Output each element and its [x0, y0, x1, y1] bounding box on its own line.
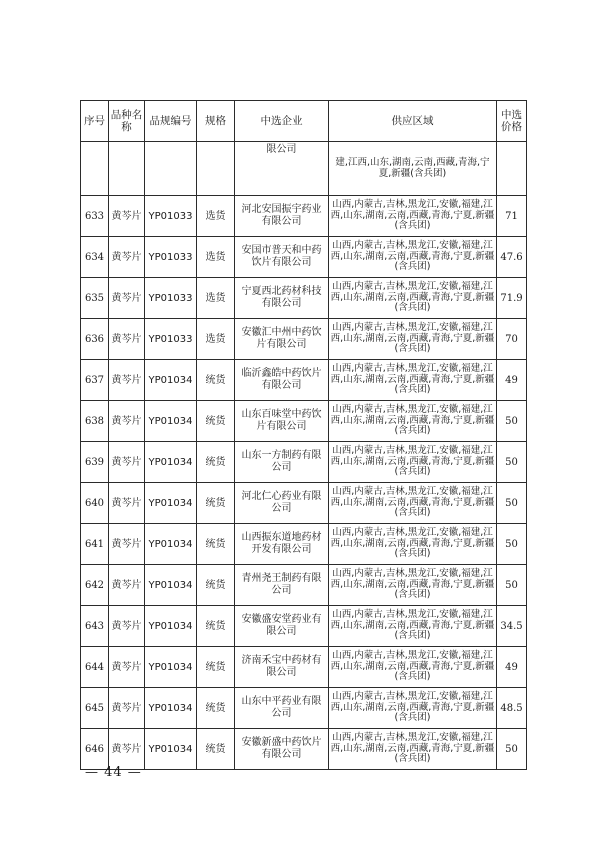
cell-variety: 黄芩片: [109, 524, 145, 565]
cell-area: 山西,内蒙古,吉林,黑龙江,安徽,福建,江西,山东,湖南,云南,西藏,青海,宁夏,新疆(含兵团): [329, 401, 497, 442]
page-number: — 44 —: [85, 765, 142, 780]
cell-price: 34.5: [497, 606, 527, 647]
cell-code: YP01033: [145, 319, 197, 360]
cell-area: 山西,内蒙古,吉林,黑龙江,安徽,福建,江西,山东,湖南,云南,西藏,青海,宁夏,新疆(含兵团): [329, 319, 497, 360]
cell-code: [145, 142, 197, 196]
cell-price: 50: [497, 565, 527, 606]
cell-spec: 统货: [197, 360, 235, 401]
header-row: [81, 101, 527, 142]
cell-no: 636: [81, 319, 109, 360]
table-row: [81, 647, 527, 688]
cell-spec: 统货: [197, 442, 235, 483]
header-no: 序号: [81, 101, 109, 142]
cell-no: 640: [81, 483, 109, 524]
cell-area: 山西,内蒙古,吉林,黑龙江,安徽,福建,江西,山东,湖南,云南,西藏,青海,宁夏,新疆(含兵团): [329, 647, 497, 688]
cell-spec: 统货: [197, 565, 235, 606]
cell-area: 山西,内蒙古,吉林,黑龙江,安徽,福建,江西,山东,湖南,云南,西藏,青海,宁夏,新疆(含兵团): [329, 196, 497, 237]
cell-variety: 黄芩片: [109, 647, 145, 688]
cell-enterprise: 安徽新盛中药饮片有限公司: [235, 729, 329, 770]
cell-variety: 黄芩片: [109, 729, 145, 770]
cell-variety: [109, 142, 145, 196]
cell-area: 山西,内蒙古,吉林,黑龙江,安徽,福建,江西,山东,湖南,云南,西藏,青海,宁夏,新疆(含兵团): [329, 606, 497, 647]
cell-code: YP01034: [145, 606, 197, 647]
cell-spec: 统货: [197, 401, 235, 442]
cell-code: YP01034: [145, 442, 197, 483]
cell-spec: 统货: [197, 524, 235, 565]
table-row: [81, 319, 527, 360]
table-row: [81, 524, 527, 565]
cell-spec: 统货: [197, 647, 235, 688]
cell-price: 50: [497, 401, 527, 442]
cell-code: YP01033: [145, 237, 197, 278]
cell-area: 山西,内蒙古,吉林,黑龙江,安徽,福建,江西,山东,湖南,云南,西藏,青海,宁夏,新疆(含兵团): [329, 278, 497, 319]
cell-area: 山西,内蒙古,吉林,黑龙江,安徽,福建,江西,山东,湖南,云南,西藏,青海,宁夏,新疆(含兵团): [329, 524, 497, 565]
cell-no: [81, 142, 109, 196]
cell-spec: [197, 142, 235, 196]
table-row: [81, 483, 527, 524]
cell-code: YP01034: [145, 688, 197, 729]
cell-no: 635: [81, 278, 109, 319]
cell-area: 建,江西,山东,湖南,云南,西藏,青海,宁夏,新疆(含兵团): [329, 142, 497, 196]
cell-enterprise: 限公司: [235, 142, 329, 196]
procurement-table: [80, 100, 527, 770]
cell-spec: 统货: [197, 688, 235, 729]
cell-code: YP01033: [145, 278, 197, 319]
table-row: [81, 237, 527, 278]
cell-variety: 黄芩片: [109, 319, 145, 360]
cell-enterprise: 山东中平药业有限公司: [235, 688, 329, 729]
table-row: [81, 565, 527, 606]
cell-variety: 黄芩片: [109, 237, 145, 278]
cell-no: 641: [81, 524, 109, 565]
cell-area: 山西,内蒙古,吉林,黑龙江,安徽,福建,江西,山东,湖南,云南,西藏,青海,宁夏,新疆(含兵团): [329, 729, 497, 770]
cell-variety: 黄芩片: [109, 278, 145, 319]
header-area: 供应区域: [329, 101, 497, 142]
cell-code: YP01034: [145, 401, 197, 442]
cell-area: 山西,内蒙古,吉林,黑龙江,安徽,福建,江西,山东,湖南,云南,西藏,青海,宁夏,新疆(含兵团): [329, 565, 497, 606]
cell-enterprise: 宁夏西北药材科技有限公司: [235, 278, 329, 319]
header-enterprise: 中选企业: [235, 101, 329, 142]
cell-price: 71: [497, 196, 527, 237]
cell-no: 633: [81, 196, 109, 237]
cell-variety: 黄芩片: [109, 442, 145, 483]
cell-no: 642: [81, 565, 109, 606]
cell-spec: 选货: [197, 278, 235, 319]
cell-price: 50: [497, 442, 527, 483]
cell-no: 644: [81, 647, 109, 688]
cell-no: 638: [81, 401, 109, 442]
cell-no: 645: [81, 688, 109, 729]
cell-price: 49: [497, 360, 527, 401]
header-price: 中选价格: [497, 101, 527, 142]
cell-price: 50: [497, 729, 527, 770]
table-row: [81, 442, 527, 483]
cell-code: YP01034: [145, 565, 197, 606]
cell-area: 山西,内蒙古,吉林,黑龙江,安徽,福建,江西,山东,湖南,云南,西藏,青海,宁夏,新疆(含兵团): [329, 360, 497, 401]
cell-price: 50: [497, 524, 527, 565]
table-row: [81, 606, 527, 647]
cell-spec: 选货: [197, 319, 235, 360]
cell-spec: 选货: [197, 196, 235, 237]
cell-area: 山西,内蒙古,吉林,黑龙江,安徽,福建,江西,山东,湖南,云南,西藏,青海,宁夏,新疆(含兵团): [329, 688, 497, 729]
cell-price: 70: [497, 319, 527, 360]
table-row: [81, 401, 527, 442]
cell-spec: 统货: [197, 483, 235, 524]
cell-code: YP01034: [145, 360, 197, 401]
cell-code: YP01034: [145, 524, 197, 565]
cell-price: 50: [497, 483, 527, 524]
cell-enterprise: 安徽汇中州中药饮片有限公司: [235, 319, 329, 360]
cell-variety: 黄芩片: [109, 606, 145, 647]
cell-enterprise: 山东百味堂中药饮片有限公司: [235, 401, 329, 442]
cell-spec: 选货: [197, 237, 235, 278]
cell-enterprise: 安徽盛安堂药业有限公司: [235, 606, 329, 647]
cell-price: 47.6: [497, 237, 527, 278]
cell-variety: 黄芩片: [109, 196, 145, 237]
header-spec-code: 品规编号: [145, 101, 197, 142]
table-row: [81, 278, 527, 319]
cell-enterprise: 河北仁心药业有限公司: [235, 483, 329, 524]
cell-enterprise: 济南禾宝中药材有限公司: [235, 647, 329, 688]
cell-code: YP01034: [145, 647, 197, 688]
cell-no: 634: [81, 237, 109, 278]
header-variety: 品种名称: [109, 101, 145, 142]
cell-enterprise: 河北安国振宇药业有限公司: [235, 196, 329, 237]
continued-row: [81, 142, 527, 196]
table-row: [81, 196, 527, 237]
cell-area: 山西,内蒙古,吉林,黑龙江,安徽,福建,江西,山东,湖南,云南,西藏,青海,宁夏,新疆(含兵团): [329, 442, 497, 483]
cell-variety: 黄芩片: [109, 401, 145, 442]
cell-no: 639: [81, 442, 109, 483]
cell-area: 山西,内蒙古,吉林,黑龙江,安徽,福建,江西,山东,湖南,云南,西藏,青海,宁夏,新疆(含兵团): [329, 237, 497, 278]
cell-enterprise: 安国市普天和中药饮片有限公司: [235, 237, 329, 278]
cell-variety: 黄芩片: [109, 565, 145, 606]
cell-enterprise: 山东一方制药有限公司: [235, 442, 329, 483]
table-row: [81, 360, 527, 401]
cell-enterprise: 临沂鑫皓中药饮片有限公司: [235, 360, 329, 401]
table-row: [81, 688, 527, 729]
cell-code: YP01033: [145, 196, 197, 237]
cell-enterprise: 青州尧王制药有限公司: [235, 565, 329, 606]
header-spec: 规格: [197, 101, 235, 142]
cell-spec: 统货: [197, 606, 235, 647]
cell-no: 643: [81, 606, 109, 647]
cell-no: 646: [81, 729, 109, 770]
cell-price: 49: [497, 647, 527, 688]
cell-spec: 统货: [197, 729, 235, 770]
cell-variety: 黄芩片: [109, 360, 145, 401]
cell-variety: 黄芩片: [109, 688, 145, 729]
cell-code: YP01034: [145, 483, 197, 524]
cell-price: 48.5: [497, 688, 527, 729]
cell-price: 71.9: [497, 278, 527, 319]
cell-variety: 黄芩片: [109, 483, 145, 524]
cell-enterprise: 山西振东道地药材开发有限公司: [235, 524, 329, 565]
cell-code: YP01034: [145, 729, 197, 770]
cell-no: 637: [81, 360, 109, 401]
table-row: [81, 729, 527, 770]
cell-price: [497, 142, 527, 196]
cell-area: 山西,内蒙古,吉林,黑龙江,安徽,福建,江西,山东,湖南,云南,西藏,青海,宁夏,新疆(含兵团): [329, 483, 497, 524]
